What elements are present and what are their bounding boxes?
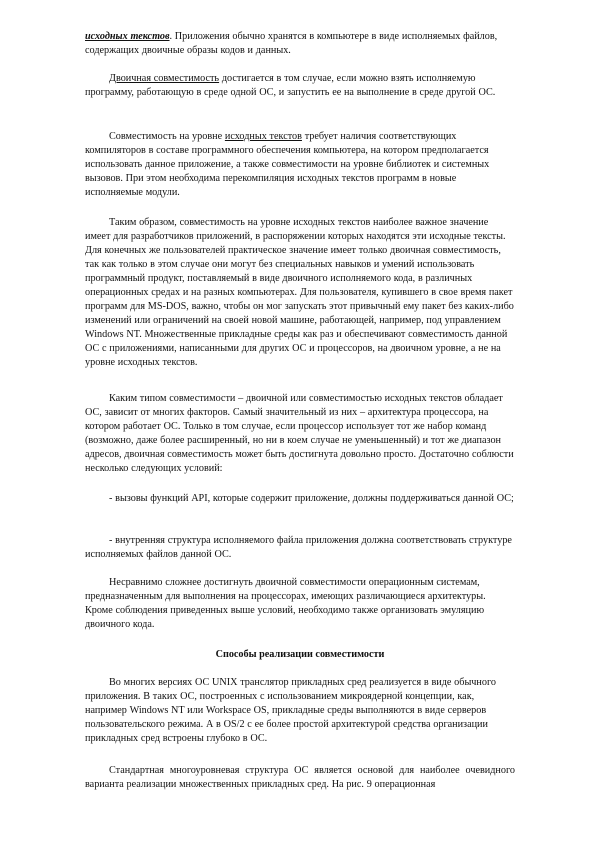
binary-compatibility-link[interactable]: Двоичная совместимость [109,73,220,84]
paragraph-8: Несравнимо сложнее достигнуть двоичной совместимости операционным системам, предназначенным для выполнения на процессорах, имеющих различающиеся архитектуры. Кроме соблюдения приведенных выше условий, необходимо также организовать эмуляцию двоичного кода. [85,577,486,630]
paragraph-1-text: . Приложения обычно хранятся в компьютере в виде исполняемых файлов, содержащих двоичные образы кодов и данных. [85,31,498,56]
paragraph-9: Во многих версиях ОС UNIX транслятор прикладных сред реализуется в виде обычного приложения. В таких ОС, построенных с использованием микроядерной концепции, как, например Windows NT или Workspace OS, прикладные среды выполняются в виде серверов пользовательского режима. А в OS/2 с ее более простой архитектурой средства организации прикладных сред встроены глубоко в ОС. [85,677,496,744]
paragraph-3-text: требует наличия соответствующих компиляторов в составе программного обеспечения компьютера, на котором предполагается использовать данное приложение, а также совместимости на уровне библиотек и системных вызовов. При этом необходима перекомпиляция исходных текстов программ в новые исполняемые модули. [85,131,490,198]
source-texts-link[interactable]: исходных текстов [85,31,170,42]
paragraph-10: Стандартная многоуровневая структура ОС является основой для наиболее очевидного варианта реализации множественных прикладных сред. На рис. 9 операционная [85,765,515,790]
paragraph-3 [85,130,515,200]
section-heading: Способы реализации совместимости [215,649,385,660]
paragraph-2 [85,72,515,100]
paragraph-3-pre: Совместимость на уровне [109,131,225,142]
list-item-exe-structure: - внутренняя структура исполняемого файла приложения должна соответствовать структуре исполняемых файлов данной ОС. [85,535,512,560]
paragraph-5: Каким типом совместимости – двоичной или совместимостью исходных текстов обладает ОС, зависит от многих факторов. Самый значительный из них – архитектура процессора, на котором работает ОС. Только в том случае, если процессор использует тот же набор команд (возможно, даже более расширенный, но ни в коем случае не уменьшенный) и тот же диапазон адресов, двоичная совместимость может быть достигнута довольно просто. Достаточно соблюсти несколько следующих условий: [85,393,514,474]
paragraph-4: Таким образом, совместимость на уровне исходных текстов наиболее важное значение имеет для разработчиков приложений, в распоряжении которых находятся эти исходные тексты. Для конечных же пользователей практическое значение имеет только двоичная совместимость, так как только в этом случае они могут без специальных навыков и умений использовать программный продукт, поставляемый в виде двоичного исполняемого кода, в различных операционных средах и на разных компьютерах. Для пользователя, купившего в свое время пакет программ для MS-DOS, важно, чтобы он мог запускать этот привычный ему пакет без каких-либо изменений или ограничений на своей новой машине, работающей, например, под управлением Windows NT. Множественные прикладные среды как раз и обеспечивают совместимость данной ОС с приложениями, написанными для других ОС и процессоров, на двоичном уровне, а не на уровне исходных текстов. [85,217,514,368]
paragraph-1 [85,30,515,58]
list-item-api: - вызовы функций API, которые содержит приложение, должны поддерживаться данной ОС; [109,493,514,504]
source-texts-link-2[interactable]: исходных текстов [224,131,302,142]
paragraph-2-text: достигается в том случае, если можно взять исполняемую программу, работающую в среде одной ОС, и запустить ее на выполнение в среде другой ОС. [85,73,496,98]
